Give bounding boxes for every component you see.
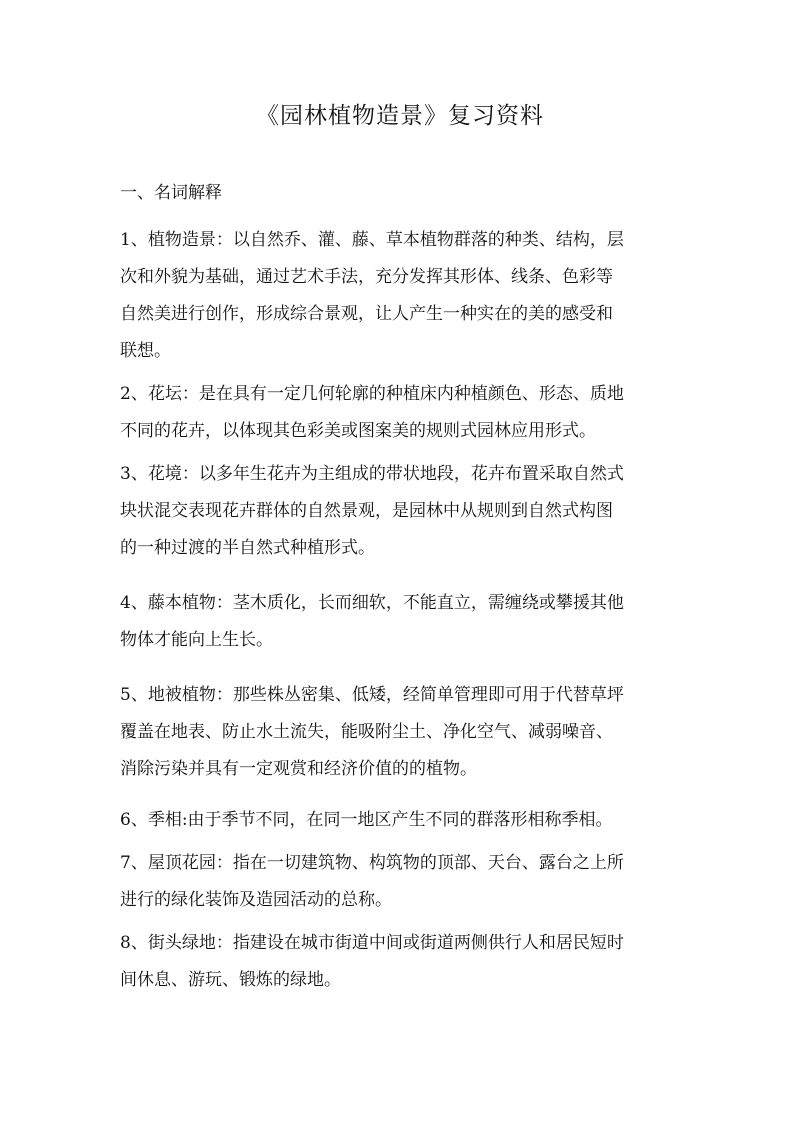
text-line: 进行的绿化装饰及造园活动的总称。 <box>120 890 392 910</box>
text-line: 自然美进行创作，形成综合景观，让人产生一种实在的美的感受和 <box>120 304 613 324</box>
text-line: 消除污染并具有一定观赏和经济价值的的植物。 <box>120 759 477 779</box>
text-line: 的一种过渡的半自然式种植形式。 <box>120 538 375 558</box>
text-line: 6、季相:由于季节不同，在同一地区产生不同的群落形相称季相。 <box>120 810 613 830</box>
text-line: 物体才能向上生长。 <box>120 630 273 650</box>
text-line: 2、花坛：是在具有一定几何轮廓的种植床内种植颜色、形态、质地 <box>120 384 624 404</box>
text-line: 不同的花卉，以体现其色彩美或图案美的规则式园林应用形式。 <box>120 421 596 441</box>
document-title: 《园林植物造景》复习资料 <box>256 103 544 129</box>
text-line: 4、藤本植物：茎木质化，长而细软，不能直立，需缠绕或攀援其他 <box>120 593 624 613</box>
text-line: 联想。 <box>120 341 171 361</box>
text-line: 间休息、游玩、锻炼的绿地。 <box>120 970 341 990</box>
text-line: 8、街头绿地：指建设在城市街道中间或街道两侧供行人和居民短时 <box>120 933 624 953</box>
section-heading: 一、名词解释 <box>120 183 222 203</box>
text-line: 次和外貌为基础，通过艺术手法，充分发挥其形体、线条、色彩等 <box>120 267 613 287</box>
text-line: 7、屋顶花园：指在一切建筑物、构筑物的顶部、天台、露台之上所 <box>120 853 624 873</box>
text-line: 块状混交表现花卉群体的自然景观，是园林中从规则到自然式构图 <box>120 501 613 521</box>
text-line: 1、植物造景：以自然乔、灌、藤、草本植物群落的种类、结构，层 <box>120 230 624 250</box>
text-line: 3、花境：以多年生花卉为主组成的带状地段，花卉布置采取自然式 <box>120 464 624 484</box>
text-line: 覆盖在地表、防止水土流失，能吸附尘土、净化空气、减弱噪音、 <box>120 722 613 742</box>
text-line: 5、地被植物：那些株丛密集、低矮，经简单管理即可用于代替草坪 <box>120 685 624 705</box>
